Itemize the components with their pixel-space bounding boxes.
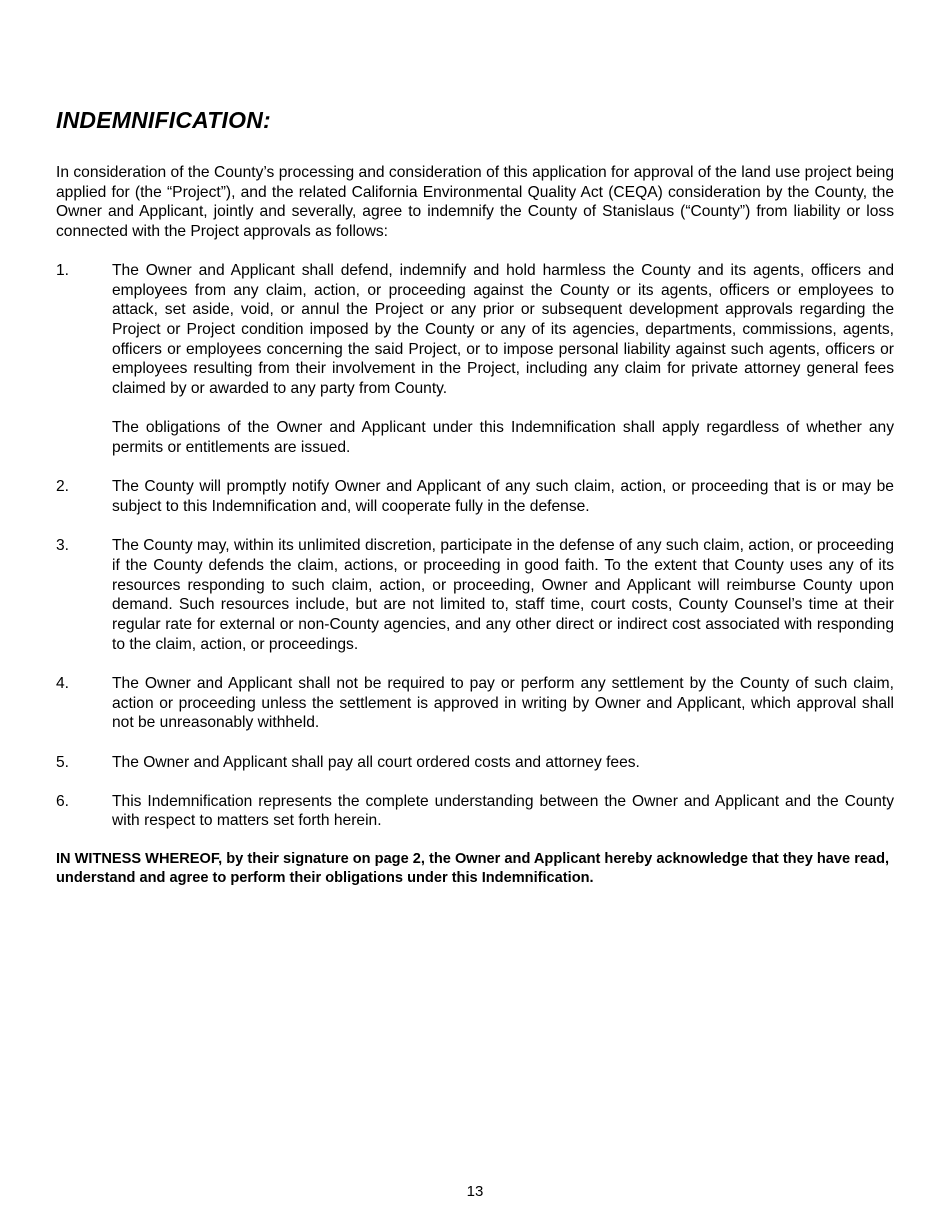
item-text: The Owner and Applicant shall pay all court ordered costs and attorney fees. <box>112 753 640 771</box>
list-item-2 <box>56 477 894 516</box>
document-page <box>56 106 894 888</box>
item-number: 5. <box>56 753 70 771</box>
list-item-4 <box>56 674 894 733</box>
item-number: 6. <box>56 792 70 810</box>
list-item-3 <box>56 536 894 654</box>
list-item-5 <box>56 753 894 773</box>
item-extra-paragraph: The obligations of the Owner and Applicant under this Indemnification shall apply regardless of whether any permits or entitlements are issued. <box>112 419 894 457</box>
witness-statement: IN WITNESS WHEREOF, by their signature on page 2, the Owner and Applicant hereby acknowledge that they have read, understand and agree to perform their obligations under this Indemnification. <box>56 850 890 886</box>
document-title: INDEMNIFICATION: <box>56 107 271 133</box>
list-item-1 <box>56 261 894 458</box>
item-number: 4. <box>56 674 70 692</box>
list-item-6 <box>56 792 894 831</box>
item-number: 2. <box>56 478 70 496</box>
page-number: 13 <box>466 1183 484 1200</box>
intro-paragraph: In consideration of the County’s processing and consideration of this application for approval of the land use project being applied for (the “Project”), and the related California Environmental Quality Act (CEQA) consideration by the County, the Owner and Applicant, jointly and severally, agree to indemnify the County of Stanislaus (“County”) from liability or loss connected with the Project approvals as follows: <box>56 164 894 241</box>
item-text: The County may, within its unlimited discretion, participate in the defense of any such claim, action, or proceeding if the County defends the claim, actions, or proceeding in good faith. To the extent that County uses any of its resources responding to such claim, action, or proceeding, Owner and Applicant will reimburse County upon demand. Such resources include, but are not limited to, staff time, court costs, County Counsel’s time at their regular rate for external or non-County agencies, and any other direct or indirect cost associated with responding to the claim, action, or proceedings. <box>112 537 894 653</box>
item-number: 3. <box>56 537 70 555</box>
item-text: The County will promptly notify Owner and Applicant of any such claim, action, or proceeding that is or may be subject to this Indemnification and, will cooperate fully in the defense. <box>112 478 894 516</box>
indemnification-list <box>56 261 894 831</box>
item-number: 1. <box>56 261 70 279</box>
item-text: The Owner and Applicant shall defend, indemnify and hold harmless the County and its agents, officers and employees from any claim, action, or proceeding against the County or its agents, officers or employees to attack, set aside, void, or annul the Project or any prior or subsequent development approvals regarding the Project or Project condition imposed by the County or any of its agencies, departments, commissions, agents, officers or employees concerning the said Project, or to impose personal liability against such agents, officers or employees resulting from their involvement in the Project, including any claim for private attorney general fees claimed by or awarded to any party from County. <box>112 261 894 398</box>
item-text: The Owner and Applicant shall not be required to pay or perform any settlement by the County of such claim, action or proceeding unless the settlement is approved in writing by Owner and Applicant, which approval shall not be unreasonably withheld. <box>112 674 894 732</box>
item-text: This Indemnification represents the complete understanding between the Owner and Applicant and the County with respect to matters set forth herein. <box>112 792 894 830</box>
